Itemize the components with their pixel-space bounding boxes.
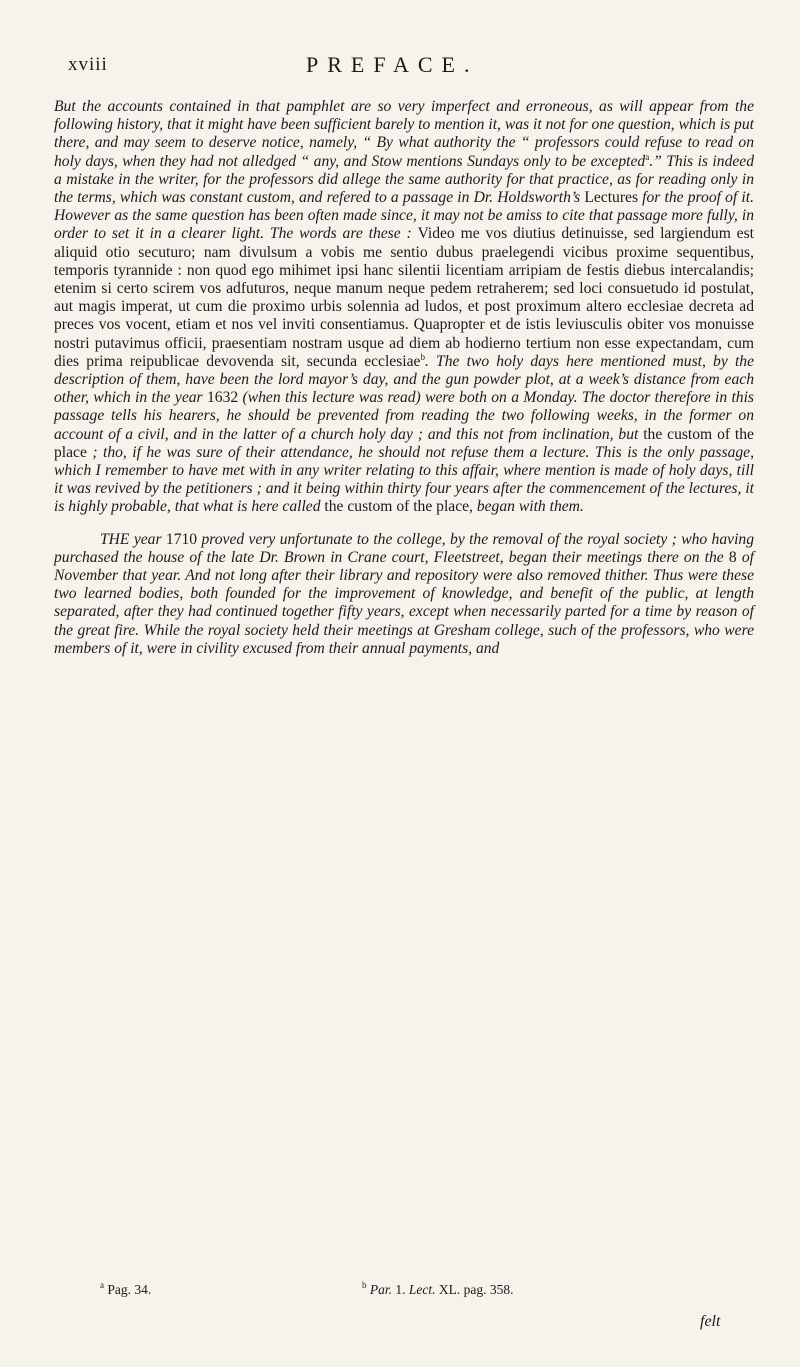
para1-sentence-3c: ; tho, if he was sure of their attendance, he should not refuse them a lecture. This is the only passage, which I remember to have met with in any writer relating to this affair, where mention is made of holy days, till it was revived by the petitioners ; and it being within thirty four years after the commencement of the lectures, it is highly probable, that what is here called [54,443,754,516]
para1-sentence-1-close: .” This is indeed a mistake in the writer, for the professors did allege the same authority for that practice, as for reading only in the terms, which was constant custom, and refered to a passage in Dr. Holdsworth’s [54,152,755,207]
footnote-a-text: Pag. 34. [107,1282,152,1297]
footnote-b-mark: b [362,1280,367,1290]
para1-sentence-3d: , began with them. [469,498,584,516]
footnote-b-page: XL. pag. 358. [435,1282,514,1297]
catchword: felt [700,1313,721,1330]
custom-phrase-1: the custom of the place [54,425,754,461]
year-1710: 1710 [165,530,198,548]
latin-quotation: Video me vos diutius detinuisse, sed largiendum est aliquid otio secuturo; nam divulsum a vobis me sentio dubus praelegendi vicibus proxime sequentibus, temporis tyrannide : non quod ego mihimet ipsi hanc silentii licentiam arripiam de festis diebus intercalandis; etenim si certo scirem vos adfuturos, neque manum neque pedem retraherem; sed loci consuetudo id postulat, aut magis imperat, ut cum die proximo urbis solennia ad ludos, et post proximum altero ecclesiae decreta ad preces vos vocent, etiam et nos vel inviti consentiamus. Quapropter et de istis leviusculis obiter vos monuisse nostri putavimus officii, praesentiam nostram usque ad diem ab hodierno tertium non esse expectandam, cum dies prima reipublicae devovenda sit, secunda ecclesiae [54,225,754,370]
footnote-b [362,1282,514,1298]
page-number: xviii [68,54,108,75]
running-title: PREFACE. [306,52,479,77]
lectures-word: Lectures [584,189,639,207]
para1-sentence-3a: . The two holy days here mentioned must, by the description of them, have been the lord mayor’s day, and the gun powder plot, at a week’s distance from each other, which in the year [54,352,754,407]
para2-sentence-1: proved very unfortunate to the college, by the removal of the royal society ; who having purchased the house of the late Dr. Brown in Crane court, Fleetstreet, began their meetings there on the [54,530,754,566]
body-text [54,98,754,658]
custom-phrase-2: the custom of the place [324,498,470,516]
paragraph-2 [54,531,754,658]
footnote-b-num: 1. [392,1282,409,1297]
para1-sentence-3b: (when this lecture was read) were both on a Monday. The doctor therefore in this passage tells his hearers, he should be prevented from reading the two following weeks, in the former on account of a civil, and in the latter of a church holy day ; and this not from inclination, but [54,389,754,443]
page-header [68,52,748,82]
footnote-ref-a: a [645,151,650,162]
footnote-ref-b: b [420,351,425,362]
para1-sentence-1: But the accounts contained in that pamphlet are so very imperfect and erroneous, as will appear from the following history, that it might have been sufficient barely to mention it, was it not for one question, which is put there, and may seem to deserve notice, namely, “ By what authority the “ professors could refuse to read on holy days, when they had not alledged “ any, and Stow mentions Sundays only to be excepted [54,98,754,170]
footnote-a-mark: a [100,1280,104,1290]
footnote-b-lect: Lect. [408,1282,436,1297]
para1-sentence-2: for the proof of it. However as the same question has been often made since, it may not be amiss to cite that passage more fully, in order to set it in a clearer light. The words are these : [54,189,754,243]
footnotes [100,1282,660,1302]
day-number: 8 [728,548,737,566]
footnote-a [100,1282,151,1298]
paragraph-1 [54,98,754,517]
year-1632: 1632 [206,389,239,407]
para2-opening: THE year [100,530,166,548]
para2-sentence-2: of November that year. And not long after their library and repository were also removed thither. Thus were these two learned bodies, both founded for the improvement of knowledge, and benefit of the public, at length separated, after they had continued together fifty years, except when necessarily parted for a time by reason of the great fire. While the royal society held their meetings at Gresham college, such of the professors, who were members of it, were in civility excused from their annual payments, and [54,548,754,657]
footnote-b-par: Par. [369,1282,393,1297]
